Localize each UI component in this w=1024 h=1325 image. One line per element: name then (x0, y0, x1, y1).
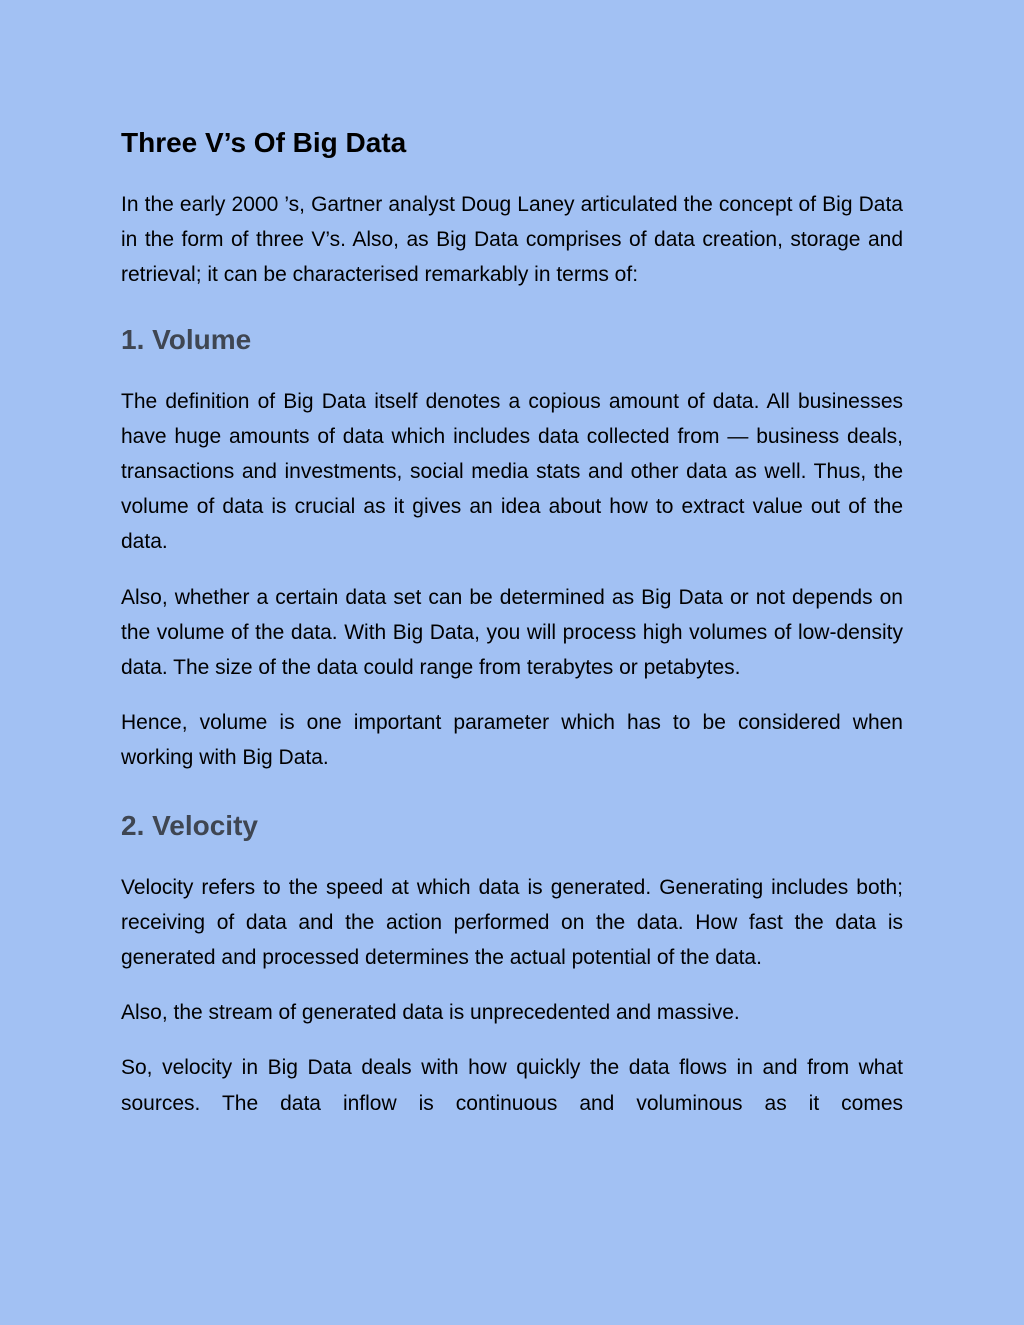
velocity-paragraph-3: So, velocity in Big Data deals with how quickly the data flows in and from what sources. The data inflow is continuous and voluminous as it comes (121, 1056, 903, 1115)
section-velocity (121, 809, 903, 1121)
velocity-paragraph-1: Velocity refers to the speed at which data is generated. Generating includes both; receiving of data and the action performed on the data. How fast the data is generated and processed determines the actual potential of the data. (121, 875, 903, 970)
volume-paragraph-3: Hence, volume is one important parameter which has to be considered when working with Big Data. (121, 711, 903, 770)
page-title: Three V’s Of Big Data (121, 127, 407, 158)
volume-paragraph-2: Also, whether a certain data set can be determined as Big Data or not depends on the volume of the data. With Big Data, you will process high volumes of low-density data. The size of the data could range from terabytes or petabytes. (121, 585, 903, 680)
section-heading-velocity: 2. Velocity (121, 809, 258, 841)
volume-paragraph-1: The definition of Big Data itself denotes a copious amount of data. All businesses have huge amounts of data which includes data collected from — business deals, transactions and investments, social media stats and other data as well. Thus, the volume of data is crucial as it gives an idea about how to extract value out of the data. (121, 389, 903, 554)
section-volume (121, 323, 903, 776)
velocity-paragraph-2: Also, the stream of generated data is unprecedented and massive. (121, 1001, 740, 1025)
section-heading-volume: 1. Volume (121, 323, 252, 355)
intro-paragraph: In the early 2000 ’s, Gartner analyst Doug Laney articulated the concept of Big Data in the form of three V’s. Also, as Big Data comprises of data creation, storage and retrieval; it can be characterised remarkably in terms of: (121, 193, 903, 287)
